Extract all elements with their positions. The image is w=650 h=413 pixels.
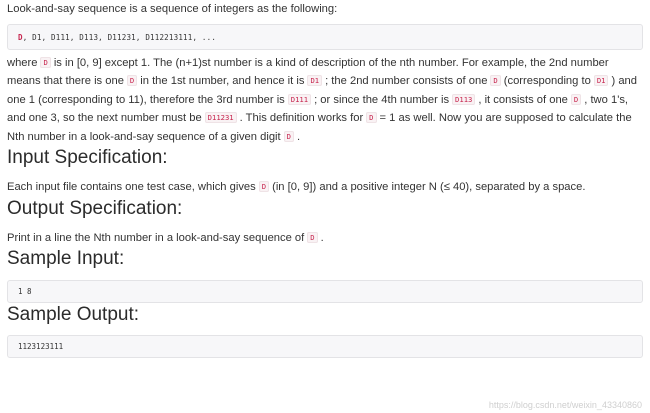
desc-text: ) and one 1 (corresponding to 11), therefore the 3rd number is bbox=[7, 75, 637, 106]
desc-text: (corresponding to bbox=[503, 75, 591, 88]
desc-text: in the 1st number, and hence it is bbox=[140, 75, 305, 88]
input-spec-text bbox=[7, 178, 643, 197]
watermark-text: https://blog.csdn.net/weixin_43340860 bbox=[488, 400, 642, 410]
desc-text: , it consists of one bbox=[478, 93, 568, 106]
description-paragraph bbox=[7, 54, 643, 147]
input-spec-part: Each input file contains one test case, which gives bbox=[7, 181, 256, 194]
inline-code: D1 bbox=[307, 75, 322, 86]
desc-text: is in [0, 9] except 1. The (n+1)st number is a kind of description of the nth number. For example, the 2nd number means that there is one bbox=[7, 56, 609, 88]
inline-code: D bbox=[127, 75, 137, 86]
sequence-code-block bbox=[7, 24, 643, 50]
sample-output-code: 1123123111 bbox=[7, 335, 643, 358]
inline-code: D bbox=[490, 75, 500, 86]
desc-text: ; or since the 4th number is bbox=[314, 93, 450, 106]
desc-text: . bbox=[296, 130, 301, 143]
inline-code: D bbox=[284, 131, 294, 142]
sample-output-heading: Sample Output: bbox=[7, 304, 140, 326]
inline-code: D bbox=[40, 57, 50, 68]
inline-code: D bbox=[259, 181, 269, 192]
inline-code: D113 bbox=[452, 94, 475, 105]
input-spec-heading: Input Specification: bbox=[7, 147, 168, 169]
output-spec-part: . bbox=[320, 231, 324, 244]
inline-code: D1 bbox=[594, 75, 609, 86]
sample-input-code: 1 8 bbox=[7, 280, 643, 303]
inline-code: D bbox=[307, 232, 317, 243]
desc-text: = 1 as well. Now you are supposed to calculate the Nth number in a look-and-say sequence of a given digit bbox=[7, 112, 632, 143]
problem-statement bbox=[7, 0, 643, 358]
output-spec-part: Print in a line the Nth number in a look-and-say sequence of bbox=[7, 231, 305, 244]
output-spec-heading: Output Specification: bbox=[7, 197, 183, 219]
inline-code: D11231 bbox=[205, 112, 237, 123]
intro-text: Look-and-say sequence is a sequence of integers as the following: bbox=[7, 3, 338, 15]
inline-code: D bbox=[366, 112, 376, 123]
input-spec-part: (in [0, 9]) and a positive integer N (≤ 40), separated by a space. bbox=[272, 181, 586, 194]
output-spec-text bbox=[7, 229, 643, 248]
inline-code: D bbox=[571, 94, 581, 105]
desc-text: where bbox=[7, 56, 38, 69]
desc-text: , two 1's, and one 3, so the next number must be bbox=[7, 93, 629, 125]
sequence-rest: , D1, D111, D113, D11231, D112213111, ... bbox=[22, 32, 217, 42]
sequence-first-term: D bbox=[18, 32, 23, 42]
desc-text: ; the 2nd number consists of one bbox=[325, 75, 488, 88]
sample-input-heading: Sample Input: bbox=[7, 248, 125, 270]
desc-text: . This definition works for bbox=[239, 112, 364, 125]
inline-code: D111 bbox=[288, 94, 311, 105]
